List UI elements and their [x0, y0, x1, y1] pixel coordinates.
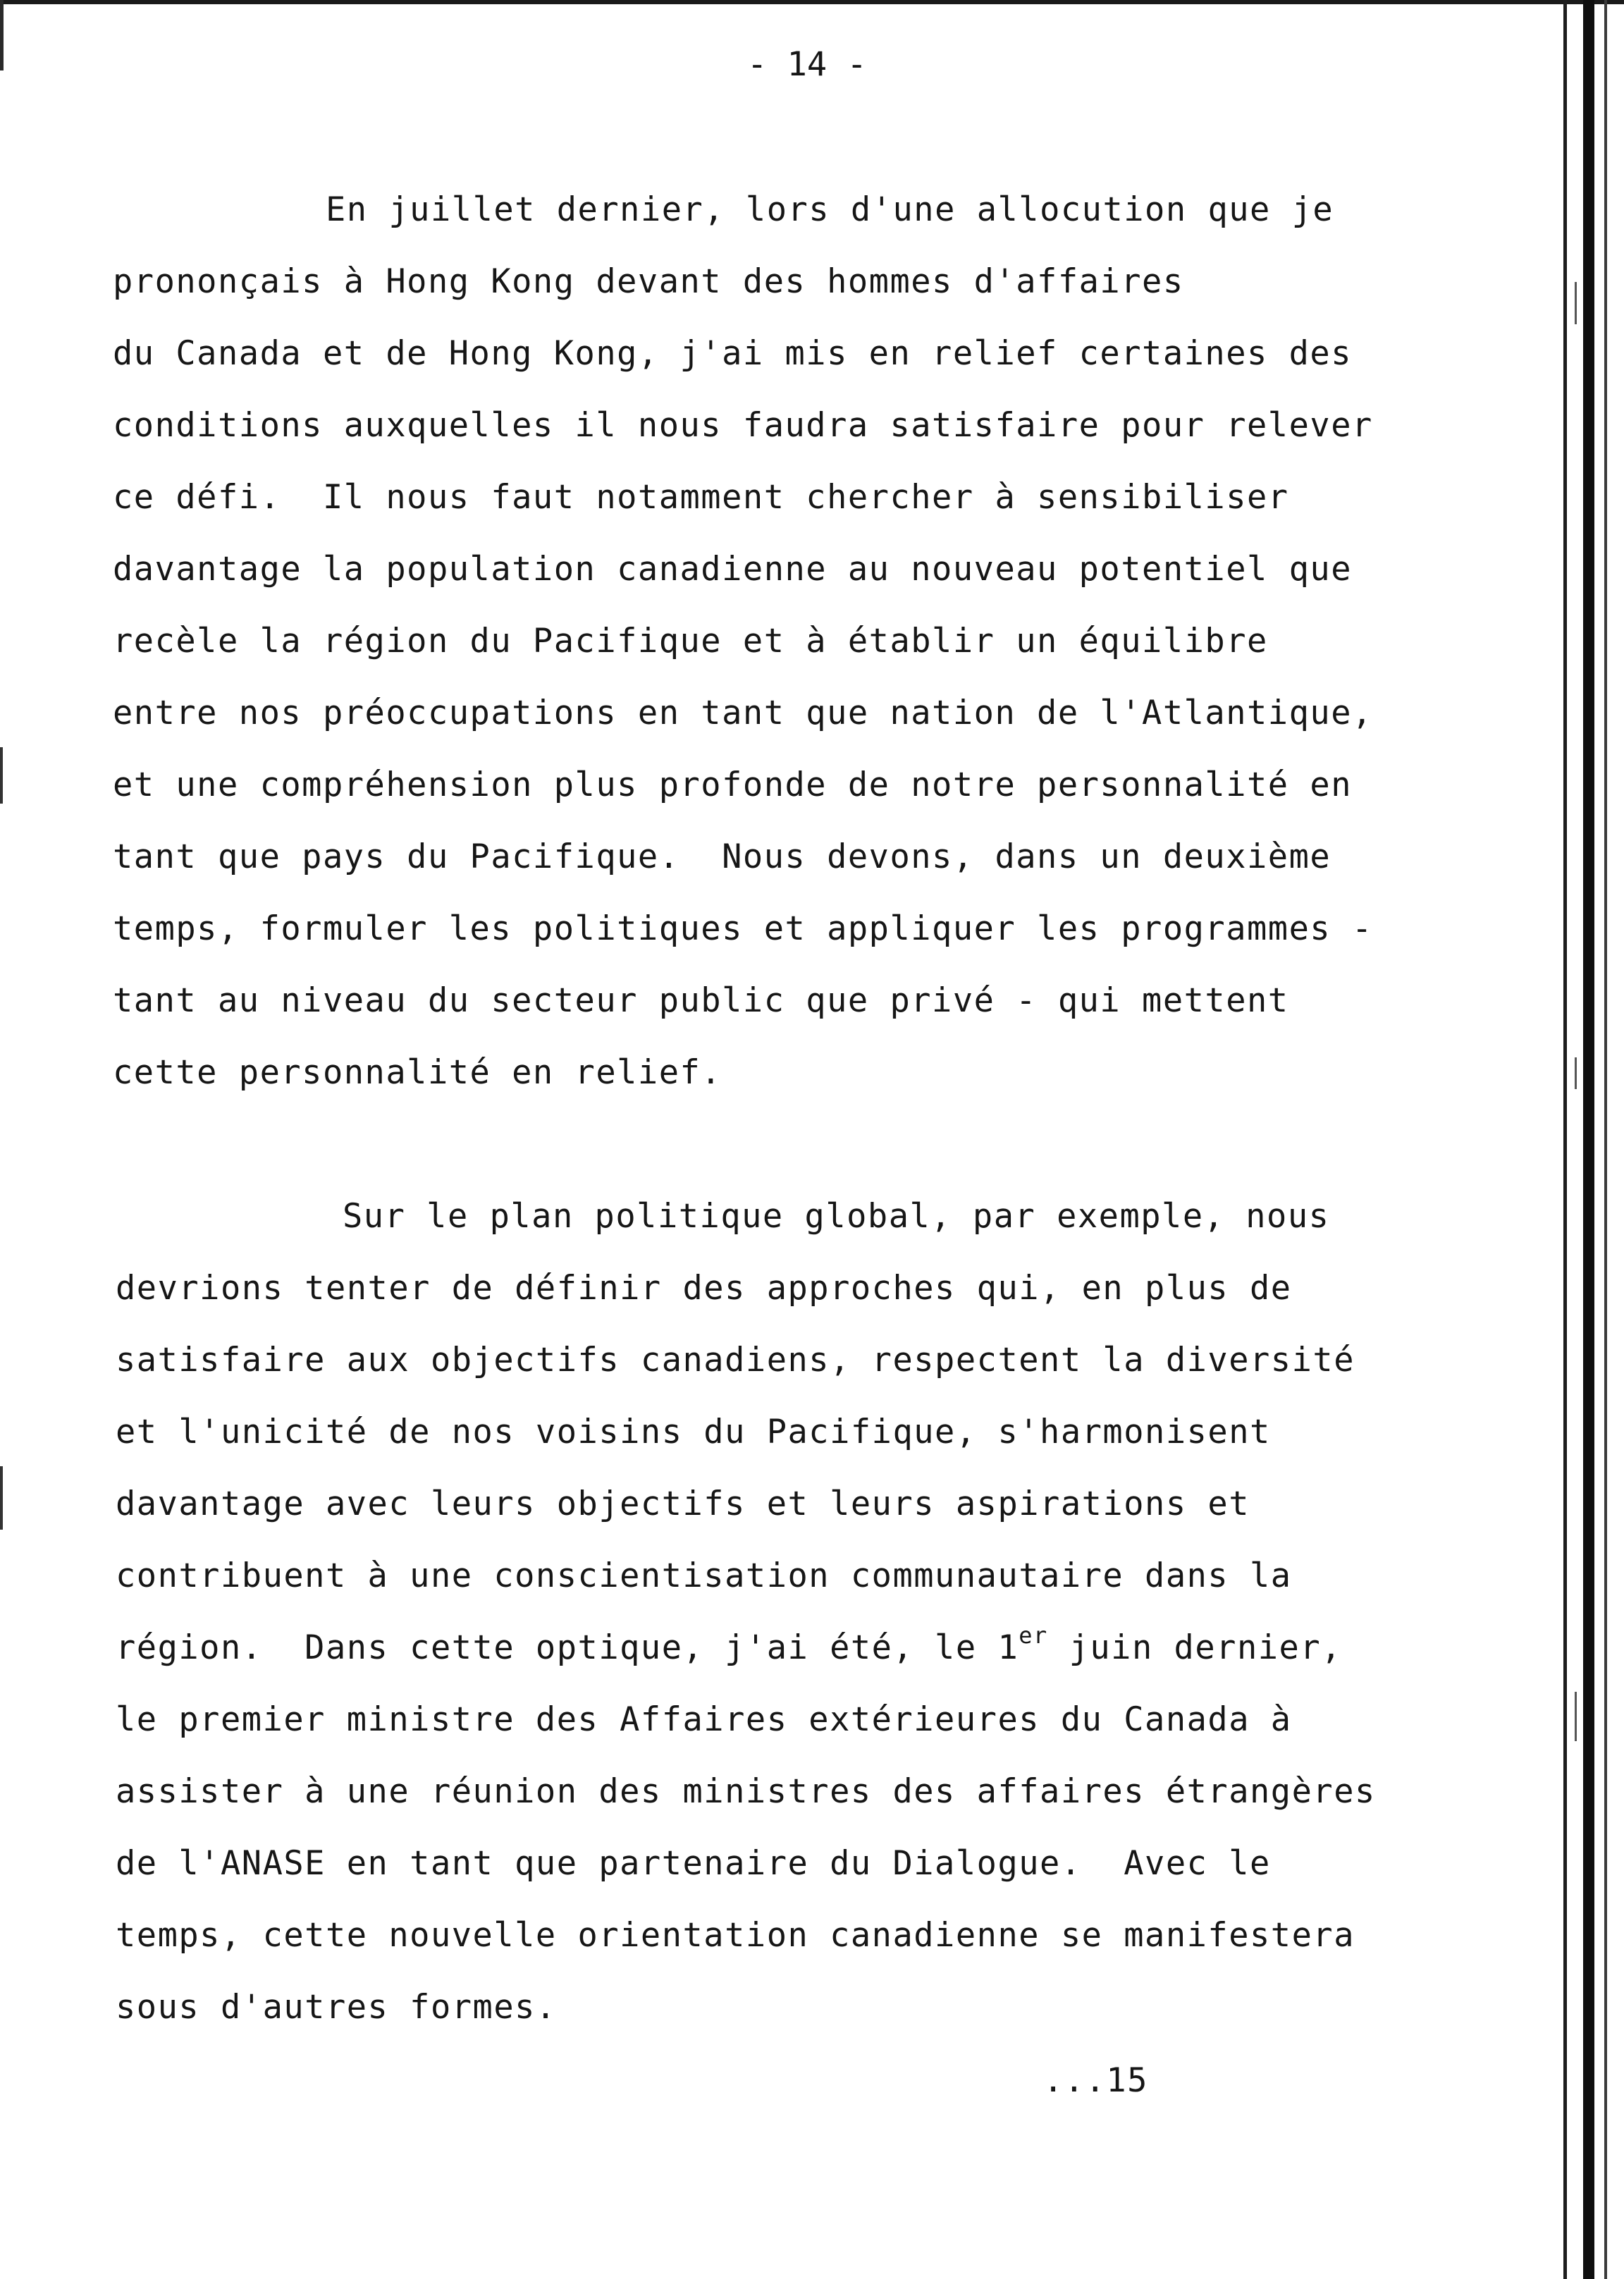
paragraph-line: assister à une réunion des ministres des affaires étrangères [116, 1772, 1376, 1811]
paragraph-line: le premier ministre des Affaires extérieures du Canada à [116, 1700, 1292, 1739]
paragraph-line: entre nos préoccupations en tant que nation de l'Atlantique, [113, 694, 1373, 732]
paragraph-line: tant que pays du Pacifique. Nous devons, dans un deuxième [113, 837, 1331, 876]
paragraph-line: satisfaire aux objectifs canadiens, respectent la diversité [116, 1341, 1355, 1380]
paragraph-line: davantage avec leurs objectifs et leurs aspirations et [116, 1485, 1250, 1523]
paragraph-line: conditions auxquelles il nous faudra satisfaire pour relever [113, 406, 1373, 445]
line-text: juin dernier, [1047, 1628, 1342, 1667]
paragraph-line: Sur le plan politique global, par exemple, nous [343, 1197, 1330, 1236]
paragraph-line: tant au niveau du secteur public que privé - qui mettent [113, 981, 1289, 1020]
paragraph-line: et l'unicité de nos voisins du Pacifique, s'harmonisent [116, 1413, 1271, 1451]
paragraph-line: prononçais à Hong Kong devant des hommes d'affaires [113, 262, 1184, 301]
scan-right-rule [1563, 0, 1567, 2279]
paragraph-line: recèle la région du Pacifique et à établir un équilibre [113, 622, 1268, 661]
paragraph-line: du Canada et de Hong Kong, j'ai mis en relief certaines des [113, 334, 1352, 373]
paragraph-line: cette personnalité en relief. [113, 1053, 722, 1092]
paragraph-line: devrions tenter de définir des approches qui, en plus de [116, 1269, 1292, 1308]
paragraph-line: davantage la population canadienne au nouveau potentiel que [113, 550, 1352, 589]
page-number: - 14 - [747, 45, 867, 84]
scan-right-speck [1575, 1692, 1577, 1741]
ordinal-superscript: er [1019, 1622, 1048, 1649]
scan-left-mark [0, 747, 3, 804]
paragraph-line: temps, cette nouvelle orientation canadienne se manifestera [116, 1916, 1355, 1955]
scan-right-rule [1583, 0, 1594, 2279]
scan-right-speck [1575, 1057, 1577, 1089]
line-text: région. Dans cette optique, j'ai été, le 1 [116, 1628, 1019, 1667]
scan-right-speck [1575, 282, 1577, 324]
paragraph-line [116, 1622, 1342, 1669]
scan-left-edge [0, 0, 4, 70]
paragraph-line: contribuent à une conscientisation communautaire dans la [116, 1556, 1292, 1595]
paragraph-line: En juillet dernier, lors d'une allocution que je [326, 190, 1334, 229]
scan-left-mark [0, 1466, 3, 1530]
paragraph-line: temps, formuler les politiques et appliquer les programmes - [113, 909, 1373, 948]
paragraph-line: de l'ANASE en tant que partenaire du Dialogue. Avec le [116, 1844, 1271, 1883]
continuation-marker: ...15 [1043, 2061, 1148, 2100]
scan-top-edge [0, 0, 1624, 4]
paragraph-line: ce défi. Il nous faut notamment chercher à sensibiliser [113, 478, 1289, 517]
paragraph-line: sous d'autres formes. [116, 1988, 557, 2027]
scan-right-rule [1604, 0, 1607, 2279]
paragraph-line: et une compréhension plus profonde de notre personnalité en [113, 766, 1352, 804]
